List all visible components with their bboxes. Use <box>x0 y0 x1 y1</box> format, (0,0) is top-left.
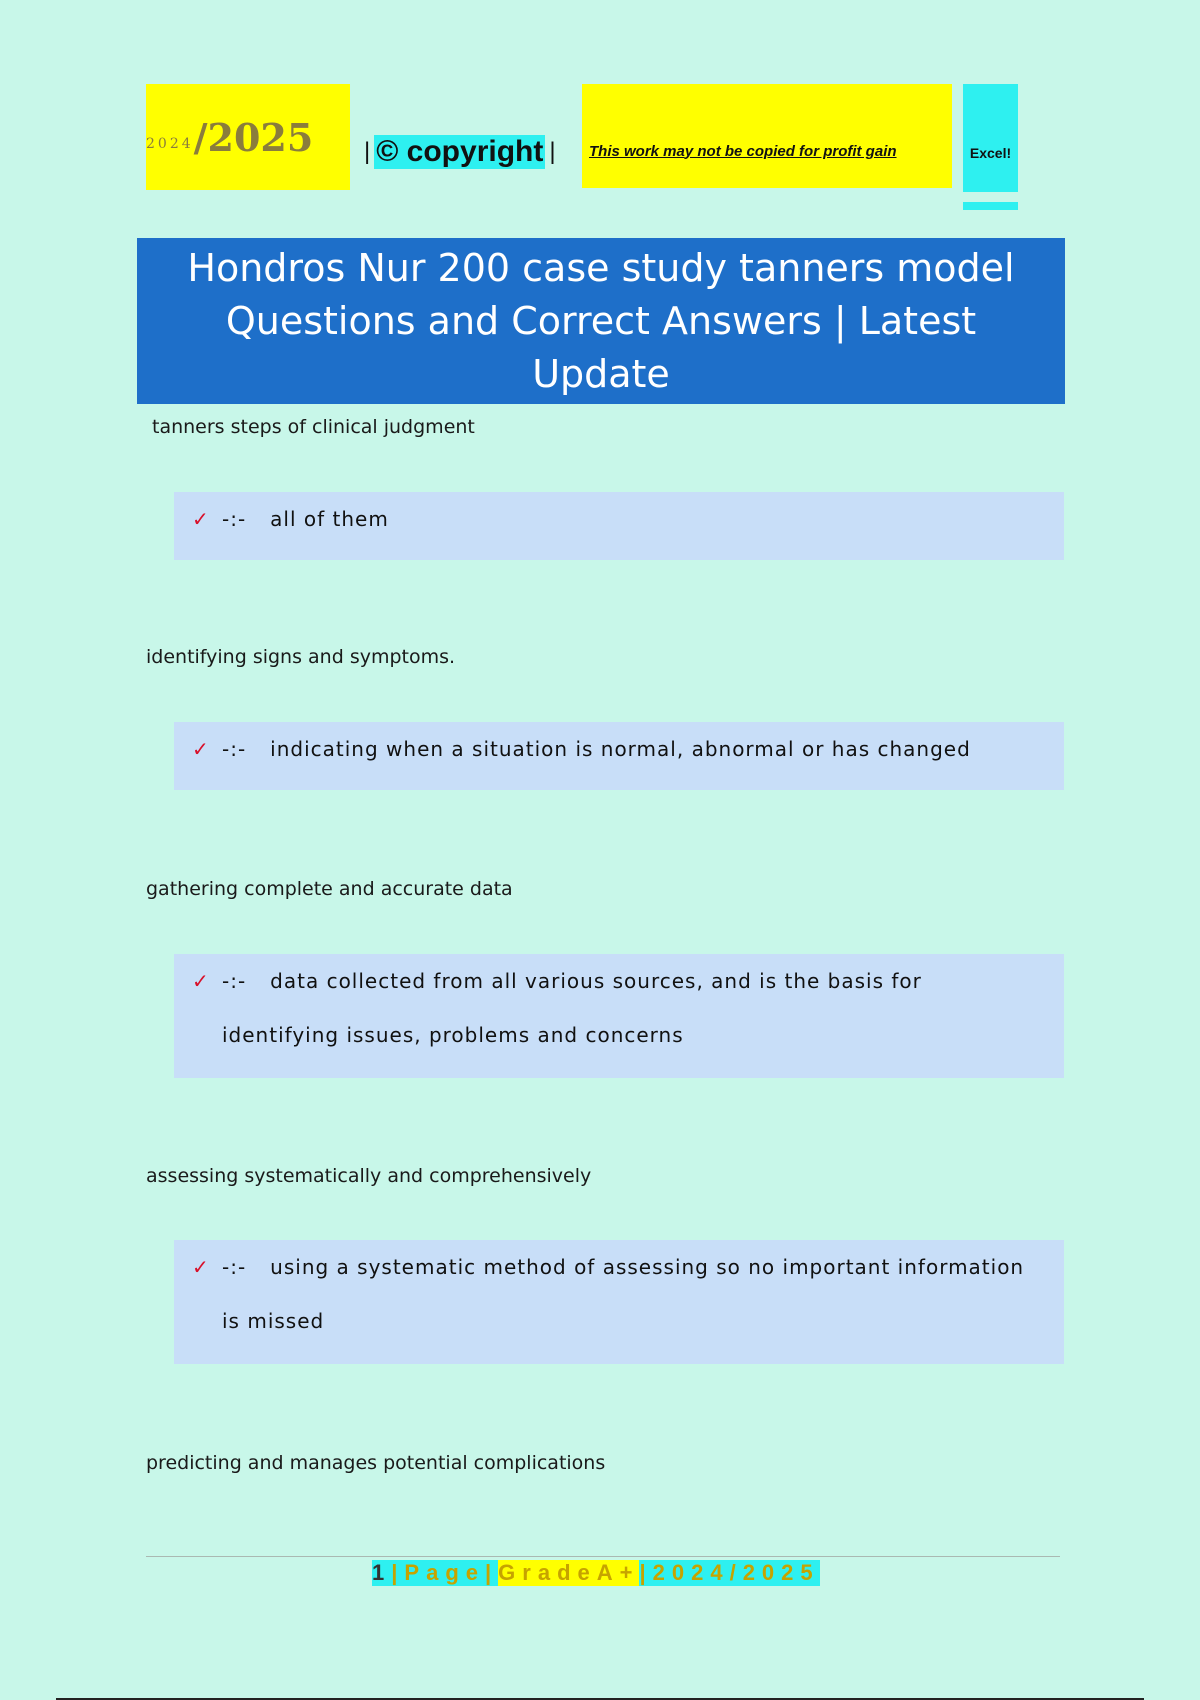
document-title: Hondros Nur 200 case study tanners model Questions and Correct Answers | Latest Update <box>187 245 1015 396</box>
footer-divider <box>146 1556 1060 1557</box>
excel-badge <box>963 84 1018 192</box>
answer-box <box>174 1240 1064 1364</box>
answer-text: data collected from all various sources, and is the basis for identifying issues, problems and concerns <box>222 969 922 1047</box>
answer-row <box>192 500 1034 546</box>
answer-text: all of them <box>270 507 389 531</box>
answer-box <box>174 722 1064 790</box>
answer-content <box>222 954 1034 1062</box>
answer-row <box>192 730 1034 776</box>
checkmark-icon: ✓ <box>192 1255 210 1279</box>
question: tanners steps of clinical judgment <box>152 416 475 438</box>
answer-prefix: -:- <box>222 1255 247 1279</box>
answer-text: using a systematic method of assessing so no important information is missed <box>222 1255 1025 1333</box>
answer-prefix: -:- <box>222 507 247 531</box>
page-footer <box>372 1558 820 1588</box>
year-end: /2025 <box>193 114 314 160</box>
footer-page-number: 1 <box>372 1560 392 1585</box>
footer-grade: GradeA+ <box>498 1560 640 1585</box>
answer-content <box>222 492 389 546</box>
copyright-label <box>360 132 560 172</box>
answer-row <box>192 962 1034 1062</box>
year-start: 2024 <box>146 136 194 152</box>
year-banner <box>146 84 350 190</box>
answer-prefix: -:- <box>222 737 247 761</box>
copy-notice-banner <box>582 84 952 188</box>
document-title-banner <box>137 238 1065 404</box>
answer-text: indicating when a situation is normal, abnormal or has changed <box>270 737 971 761</box>
footer-years: |2024/2025 <box>639 1560 820 1585</box>
excel-text: Excel! <box>969 145 1012 161</box>
answer-prefix: -:- <box>222 969 247 993</box>
checkmark-icon: ✓ <box>192 507 210 531</box>
copyright-pipe-left: | <box>364 138 371 165</box>
question: assessing systematically and comprehensively <box>146 1165 592 1187</box>
checkmark-icon: ✓ <box>192 737 210 761</box>
copy-notice-text: This work may not be copied for profit gain <box>589 142 897 160</box>
checkmark-icon: ✓ <box>192 969 210 993</box>
excel-underline <box>963 202 1018 210</box>
question: predicting and manages potential complications <box>146 1452 606 1474</box>
question: gathering complete and accurate data <box>146 878 513 900</box>
footer-page-label: |Page| <box>391 1560 499 1585</box>
answer-content <box>222 722 971 776</box>
answer-box <box>174 492 1064 560</box>
answer-row <box>192 1248 1034 1348</box>
answer-box <box>174 954 1064 1078</box>
answer-content <box>222 1240 1034 1348</box>
question: identifying signs and symptoms. <box>146 646 456 668</box>
copyright-pipe-right: | <box>549 138 556 165</box>
copyright-text: © copyright <box>376 135 544 168</box>
